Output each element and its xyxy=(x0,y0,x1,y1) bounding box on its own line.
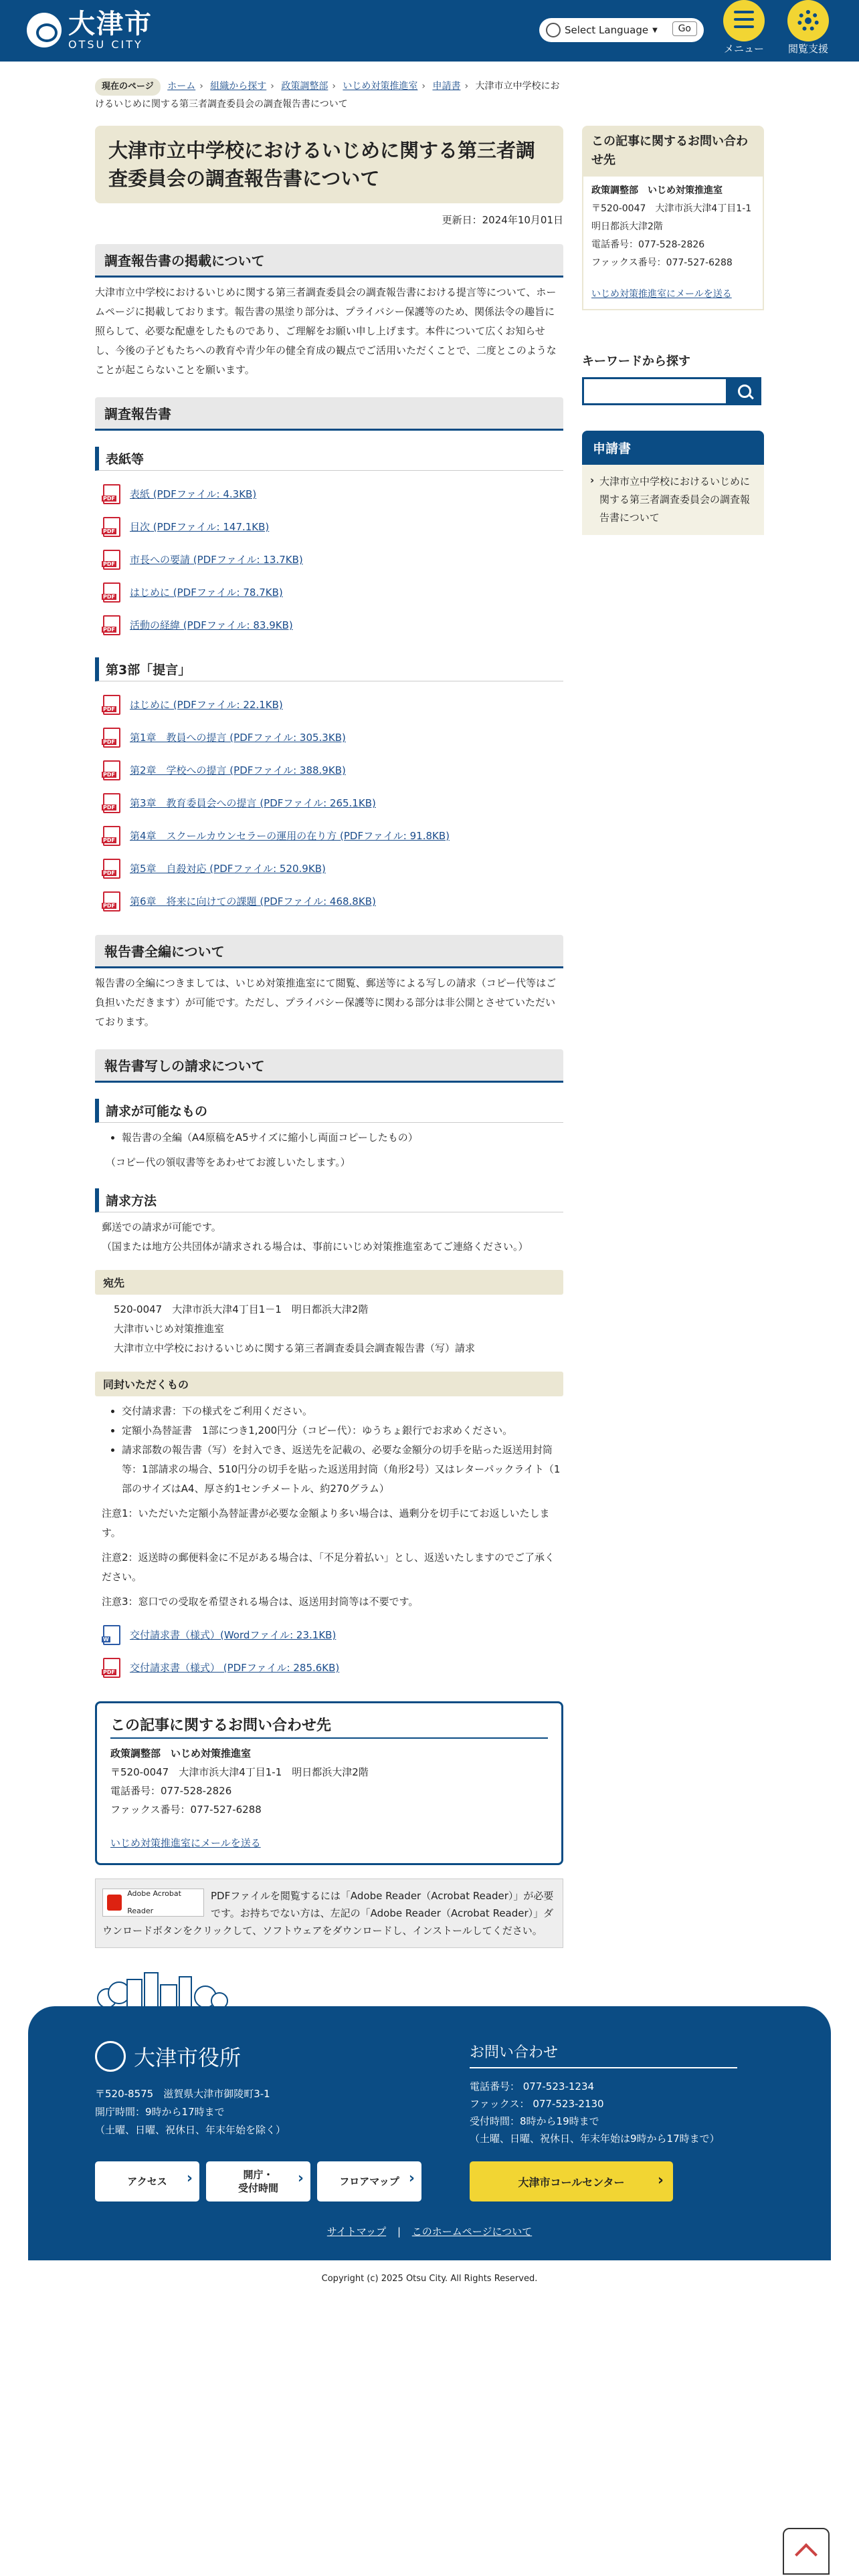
pdf-icon xyxy=(103,582,120,603)
address-line: 大津市立中学校におけるいじめに関する第三者調査委員会調査報告書（写）請求 xyxy=(114,1342,476,1354)
site-logo[interactable] xyxy=(27,9,153,51)
access-label: アクセス xyxy=(127,2175,167,2187)
list-item xyxy=(95,1618,563,1651)
breadcrumb-forms[interactable]: 申請書 xyxy=(432,81,461,92)
method-text: 郵送での請求が可能です。 xyxy=(102,1221,221,1233)
pdf-icon xyxy=(103,728,120,748)
breadcrumb: 現在のページ ホーム › 組織から探す › 政策調整部 › いじめ対策推進室 › 申請書 › 大津市立中学校におけるいじめに関する第三者調査委員会の調査報告書について xyxy=(95,78,563,113)
contact-mail-link[interactable]: いじめ対策推進室にメールを送る xyxy=(110,1837,261,1849)
keyword-search xyxy=(582,377,764,405)
category-title: 申請書 xyxy=(582,431,764,465)
breadcrumb-office[interactable]: いじめ対策推進室 xyxy=(343,81,418,92)
copyright: Copyright (c) 2025 Otsu City. All Rights Reserved. xyxy=(321,2274,538,2284)
adobe-download-button[interactable] xyxy=(102,1889,204,1917)
category-item[interactable] xyxy=(582,465,764,535)
breadcrumb-here: 現在のページ xyxy=(95,78,161,96)
footer-address: 〒520-8575 滋賀県大津市御陵町3-1 xyxy=(95,2088,270,2100)
hamburger-icon xyxy=(734,11,754,33)
word-icon xyxy=(103,1625,120,1645)
sidebar-dept: 政策調整部 いじめ対策推進室 xyxy=(591,185,723,196)
list-item xyxy=(95,609,563,641)
list-item xyxy=(95,510,563,543)
breadcrumb-dept[interactable]: 政策調整部 xyxy=(281,81,328,92)
footer-info xyxy=(95,2085,286,2139)
file-link[interactable]: 市長への要請 (PDFファイル: 13.7KB) xyxy=(130,554,303,566)
language-go-button[interactable]: Go xyxy=(672,21,697,36)
list-item xyxy=(95,721,563,754)
method-note: （国または地方公共団体が請求される場合は、事前にいじめ対策推進室あてご連絡ください。） xyxy=(102,1241,529,1253)
updated-date: 更新日：2024年10月01日 xyxy=(442,214,563,226)
footer-closed: （土曜、日曜、祝休日、年末年始を除く） xyxy=(95,2124,286,2136)
pdf-icon xyxy=(103,859,120,879)
about-site-link[interactable]: このホームページについて xyxy=(411,2226,533,2238)
site-header xyxy=(0,0,859,62)
file-link[interactable]: はじめに (PDFファイル: 22.1KB) xyxy=(130,699,283,711)
footer-org-label: 大津市役所 xyxy=(134,2045,242,2070)
sidebar-contact-title: この記事に関するお問い合わせ先 xyxy=(582,126,764,177)
file-list-part3 xyxy=(95,688,563,918)
inquiry-closed: （土曜、日曜、祝休日、年末年始は9時から17時まで） xyxy=(470,2133,720,2145)
hours-label-1: 開庁・ xyxy=(243,2169,274,2181)
inquiry-tel: 電話番号： 077-523-1234 xyxy=(470,2080,595,2092)
list-item xyxy=(95,786,563,819)
inquiry-fax: ファックス： 077-523-2130 xyxy=(470,2098,604,2110)
pdf-icon xyxy=(103,891,120,911)
footer-links: サイトマップ | このホームページについて xyxy=(326,2226,533,2238)
contact-title: この記事に関するお問い合わせ先 xyxy=(110,1714,548,1739)
sidebar-address: 〒520-0047 大津市浜大津4丁目1-1 明日都浜大津2階 xyxy=(591,203,761,232)
file-link[interactable]: 第1章 教員への提言 (PDFファイル: 305.3KB) xyxy=(130,732,346,744)
chevron-down-icon: ▼ xyxy=(652,26,658,34)
adobe-icon xyxy=(107,1895,122,1911)
inquiry-hours: 受付時間：8時から19時まで xyxy=(470,2115,599,2127)
back-to-top-button[interactable] xyxy=(783,2528,830,2575)
inquiry-title: お問い合わせ xyxy=(470,2041,737,2068)
list-item xyxy=(95,754,563,786)
pdf-icon xyxy=(103,695,120,715)
footer-org-name xyxy=(95,2041,241,2072)
section-heading-full-report: 報告書全編について xyxy=(95,935,563,968)
adobe-text: PDFファイルを閲覧するには「Adobe Reader（Acrobat Reader）」が必要です。お持ちでない方は、左記の「Adobe Reader（Acrobat Reader）」ダウンロードボタンをクリックして、ソフトウェアをダウンロードし、インストールしてください。 xyxy=(102,1890,554,1937)
floor-map-label: フロアマップ xyxy=(339,2175,399,2187)
accessibility-label: 閲覧支援 xyxy=(787,43,828,55)
search-button[interactable] xyxy=(728,377,761,405)
contact-box xyxy=(95,1701,563,1865)
contact-fax: ファックス番号：077-527-6288 xyxy=(110,1804,262,1816)
pdf-icon xyxy=(103,517,120,537)
page-title: 大津市立中学校におけるいじめに関する第三者調査委員会の調査報告書について xyxy=(95,126,563,203)
access-button[interactable] xyxy=(95,2161,199,2202)
file-link[interactable]: 第3章 教育委員会への提言 (PDFファイル: 265.1KB) xyxy=(130,797,376,809)
subheading-cover: 表紙等 xyxy=(95,447,563,471)
file-list-cover xyxy=(95,477,563,641)
sidebar-contact xyxy=(582,177,764,310)
note-2: 注意2：返送時の郵便料金に不足がある場合は、「不足分着払い」とし、返送いたしますのでご了承ください。 xyxy=(102,1551,555,1583)
category-item-label: 大津市立中学校におけるいじめに関する第三者調査委員会の調査報告書について xyxy=(599,475,751,524)
destination-heading: 宛先 xyxy=(95,1270,563,1295)
enclosure-list xyxy=(95,1402,563,1499)
pdf-icon xyxy=(103,760,120,780)
list-item: • 定額小為替証書 1部につき1,200円分（コピー代）：ゆうちょ銀行でお求めください。 xyxy=(122,1421,563,1440)
form-file-list xyxy=(95,1618,563,1684)
address-line: 520-0047 大津市浜大津4丁目1－1 明日都浜大津2階 xyxy=(114,1303,369,1315)
file-link[interactable]: はじめに (PDFファイル: 78.7KB) xyxy=(130,586,283,599)
pdf-icon xyxy=(103,826,120,846)
address-line: 大津市いじめ対策推進室 xyxy=(114,1323,225,1335)
call-center-label: 大津市コールセンター xyxy=(518,2175,625,2189)
pdf-icon xyxy=(103,793,120,813)
note-1: 注意1：いただいた定額小為替証書が必要な金額より多い場合は、過剰分を切手にてお返しいたします。 xyxy=(102,1507,550,1539)
breadcrumb-home[interactable]: ホーム xyxy=(167,81,196,92)
sidebar-fax: ファックス番号：077-527-6288 xyxy=(591,257,733,268)
breadcrumb-current: 大津市立中学校におけるいじめに関する第三者調査委員会の調査報告書について xyxy=(95,81,560,110)
full-report-text: 報告書の全編につきましては、いじめ対策推進室にて閲覧、郵送等による写しの請求（コピー代等はご負担いただきます）が可能です。ただし、プライバシー保護等に関わる部分は非公開とさせていただいております。 xyxy=(95,977,557,1028)
enclosure-heading: 同封いただくもの xyxy=(95,1372,563,1396)
file-link[interactable]: 交付請求書（様式）(Wordファイル: 23.1KB) xyxy=(130,1629,337,1641)
language-select[interactable]: Select Language xyxy=(565,24,649,36)
subheading-requestable: 請求が可能なもの xyxy=(95,1099,563,1123)
subheading-part3: 第3部「提言」 xyxy=(95,657,563,681)
adobe-badge-label: Adobe Acrobat Reader xyxy=(127,1889,181,1915)
list-item: • 請求部数の報告書（写）を封入でき、返送先を記載の、必要な金額分の切手を貼った返送用封筒等：1部請求の場合、510円分の切手を貼った返送用封筒（角形2号）又はレターパックライト（1部のサイズはA4、厚さ約1センチメートル、約270グラム） xyxy=(122,1440,563,1499)
list-item: • 交付請求書：下の様式をご利用ください。 xyxy=(122,1402,563,1421)
section-heading-publication: 調査報告書の掲載について xyxy=(95,244,563,278)
subheading-method: 請求方法 xyxy=(95,1188,563,1212)
list-item xyxy=(95,852,563,885)
file-link[interactable]: 第5章 自殺対応 (PDFファイル: 520.9KB) xyxy=(130,863,326,875)
note-3: 注意3：窓口での受取を希望される場合は、返送用封筒等は不要です。 xyxy=(102,1596,419,1608)
requestable-item: • 報告書の全編（A4原稿をA5サイズに縮小し両面コピーしたもの） xyxy=(122,1128,563,1148)
pdf-icon xyxy=(103,615,120,635)
hours-button[interactable] xyxy=(206,2161,310,2202)
gear-icon xyxy=(797,10,819,31)
list-item xyxy=(95,819,563,852)
adobe-reader-notice xyxy=(95,1879,563,1948)
file-link[interactable]: 第2章 学校への提言 (PDFファイル: 388.9KB) xyxy=(130,764,346,776)
menu-button[interactable] xyxy=(720,0,768,62)
file-link[interactable]: 目次 (PDFファイル: 147.1KB) xyxy=(130,521,270,533)
section-heading-report: 調査報告書 xyxy=(95,397,563,431)
logo-title: 大津市 xyxy=(68,9,153,39)
contact-tel: 電話番号：077-528-2826 xyxy=(110,1785,232,1797)
keyword-search-title: キーワードから探す xyxy=(582,354,690,368)
file-link[interactable]: 表紙 (PDFファイル: 4.3KB) xyxy=(130,488,257,500)
breadcrumb-org[interactable]: 組織から探す xyxy=(210,81,267,92)
section-heading-request: 報告書写しの請求について xyxy=(95,1049,563,1083)
logo-subtitle: OTSU CITY xyxy=(68,38,143,51)
main-content xyxy=(95,126,563,1948)
file-link[interactable]: 交付請求書（様式） (PDFファイル: 285.6KB) xyxy=(130,1662,340,1674)
footer-inquiry xyxy=(470,2041,737,2147)
pdf-icon xyxy=(103,484,120,504)
contact-address: 〒520-0047 大津市浜大津4丁目1-1 明日都浜大津2階 xyxy=(110,1766,369,1778)
menu-label: メニュー xyxy=(723,43,764,55)
destination-address xyxy=(95,1300,563,1358)
sidebar-tel: 電話番号：077-528-2826 xyxy=(591,239,705,250)
call-center-button[interactable] xyxy=(470,2161,673,2202)
hours-label-2: 受付時間 xyxy=(237,2182,278,2194)
sidebar xyxy=(582,126,764,535)
list-item xyxy=(95,576,563,609)
sidebar-mail-link[interactable]: いじめ対策推進室にメールを送る xyxy=(591,289,732,300)
list-item xyxy=(95,543,563,576)
accessibility-button[interactable] xyxy=(784,0,832,62)
list-item xyxy=(95,688,563,721)
list-item xyxy=(95,1651,563,1684)
sitemap-link[interactable]: サイトマップ xyxy=(326,2226,387,2238)
file-link[interactable]: 活動の経緯 (PDFファイル: 83.9KB) xyxy=(130,619,293,631)
city-emblem-icon xyxy=(95,2041,126,2072)
language-selector[interactable] xyxy=(539,18,704,42)
pdf-icon xyxy=(103,550,120,570)
file-link[interactable]: 第6章 将来に向けての課題 (PDFファイル: 468.8KB) xyxy=(130,895,376,907)
floor-map-button[interactable] xyxy=(317,2161,421,2202)
contact-dept: 政策調整部 いじめ対策推進室 xyxy=(110,1747,252,1759)
file-link[interactable]: 第4章 スクールカウンセラーの運用の在り方 (PDFファイル: 91.8KB) xyxy=(130,830,450,842)
publication-text: 大津市立中学校におけるいじめに関する第三者調査委員会の調査報告書における提言等について、ホームページに掲載しております。報告書の黒塗り部分は、プライバシー保護等のため、関係法令の趣旨に照らして、必要な配慮をしたものであり、ご理解をお願い申し上げます。本件について広くお知らせし、今後の子どもたちへの教育や青少年の健全育成の観点でご活用いただくことで、二度とこのようなことが起こらないことを願います。 xyxy=(95,286,557,376)
pdf-icon xyxy=(103,1658,120,1678)
search-input[interactable] xyxy=(582,377,728,405)
footer-hours: 開庁時間：9時から17時まで xyxy=(95,2106,225,2118)
globe-icon xyxy=(546,23,561,37)
list-item xyxy=(95,885,563,918)
list-item xyxy=(95,477,563,510)
city-emblem-icon xyxy=(27,13,62,47)
site-footer xyxy=(28,2006,831,2260)
receipt-note: （コピー代の領収書等をあわせてお渡しいたします。） xyxy=(106,1156,351,1168)
